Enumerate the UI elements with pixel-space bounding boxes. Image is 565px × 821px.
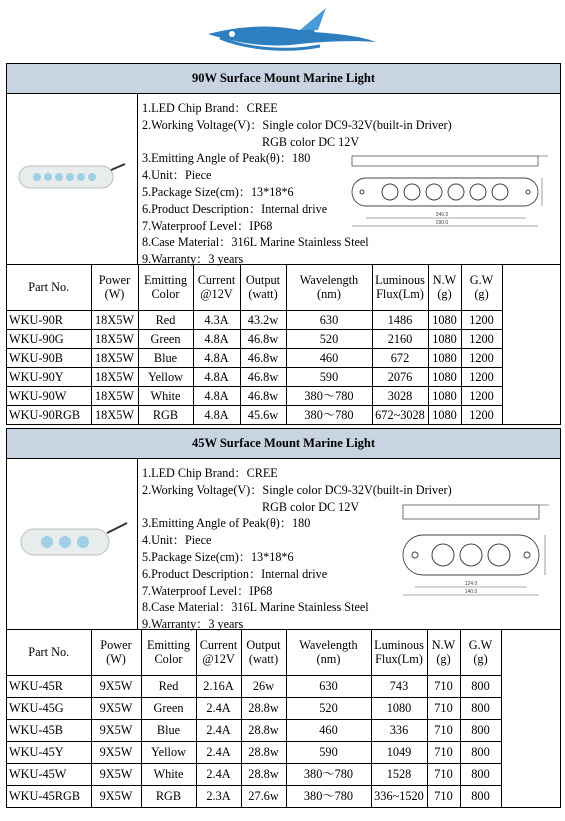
table-row — [7, 367, 560, 386]
cell-wavelength: 460 — [286, 719, 371, 741]
cell-nw: 710 — [427, 741, 460, 763]
cell-flux: 672 — [372, 348, 428, 367]
empty-cell — [501, 785, 560, 807]
cell-nw: 1080 — [428, 310, 461, 329]
spec-item: 3.Emitting Angle of Peak(θ)：180 — [142, 516, 311, 531]
cell-part-no: WKU-90Y — [7, 367, 91, 386]
cell-flux: 1049 — [371, 741, 427, 763]
table-row — [7, 675, 560, 697]
cell-nw: 710 — [427, 675, 460, 697]
cell-part-no: WKU-90R — [7, 310, 91, 329]
spec-item: 4.Unit：Piece — [142, 533, 212, 548]
cell-part-no: WKU-45Y — [7, 741, 91, 763]
cell-part-no: WKU-45RGB — [7, 785, 91, 807]
cell-flux: 672~3028 — [372, 405, 428, 424]
cell-nw: 710 — [427, 697, 460, 719]
technical-drawing-icon — [397, 501, 557, 629]
cell-nw: 710 — [427, 763, 460, 785]
spec-item: 8.Case Material：316L Marine Stainless Steel — [142, 235, 369, 250]
header-color: Emitting Color — [141, 630, 196, 675]
dimension-label: 124.0 — [464, 581, 478, 587]
cell-output: 46.8w — [240, 367, 286, 386]
cell-color: Green — [141, 697, 196, 719]
spec-item: 7.Waterproof Level：IP68 — [142, 583, 273, 598]
empty-cell — [502, 265, 560, 310]
cell-gw: 800 — [460, 697, 501, 719]
cell-current: 2.4A — [196, 719, 241, 741]
header-gw: G.W (g) — [461, 265, 502, 310]
cell-current: 4.8A — [193, 386, 240, 405]
cell-flux: 2160 — [372, 329, 428, 348]
dimension-label: 140.0 — [464, 589, 478, 595]
spec-item: 9.Warranty：3 years — [142, 252, 244, 267]
spec-item: 2.Working Voltage(V)：Single color DC9-32V(built-in Driver) — [142, 117, 452, 132]
header-wavelength: Wavelength (nm) — [286, 630, 371, 675]
table-row — [7, 310, 560, 329]
table-row — [7, 329, 560, 348]
spec-item: 3.Emitting Angle of Peak(θ)：180 — [142, 151, 311, 166]
empty-cell — [501, 741, 560, 763]
cell-current: 2.4A — [196, 697, 241, 719]
cell-wavelength: 590 — [286, 367, 372, 386]
cell-gw: 1200 — [461, 310, 502, 329]
header-flux: Luminous Flux(Lm) — [371, 630, 427, 675]
table-row — [7, 405, 560, 424]
cell-power: 9X5W — [91, 763, 141, 785]
cell-wavelength: 460 — [286, 348, 372, 367]
cell-flux: 2076 — [372, 367, 428, 386]
cell-color: RGB — [141, 785, 196, 807]
cell-gw: 800 — [460, 763, 501, 785]
empty-cell — [501, 675, 560, 697]
cell-nw: 1080 — [428, 386, 461, 405]
table-row — [7, 386, 560, 405]
header-flux: Luminous Flux(Lm) — [372, 265, 428, 310]
cell-output: 26w — [241, 675, 286, 697]
header-part-no: Part No. — [7, 265, 91, 310]
spec-item: 1.LED Chip Brand：CREE — [142, 101, 278, 115]
cell-wavelength: 590 — [286, 741, 371, 763]
empty-cell — [502, 329, 560, 348]
cell-gw: 1200 — [461, 329, 502, 348]
cell-power: 18X5W — [91, 367, 138, 386]
cell-power: 9X5W — [91, 785, 141, 807]
cell-color: Blue — [141, 719, 196, 741]
cell-part-no: WKU-90W — [7, 386, 91, 405]
spec-item: 1.LED Chip Brand：CREE — [142, 466, 278, 480]
cell-nw: 710 — [427, 785, 460, 807]
cell-part-no: WKU-90RGB — [7, 405, 91, 424]
table-row — [7, 785, 560, 807]
cell-output: 46.8w — [240, 348, 286, 367]
cell-nw: 1080 — [428, 348, 461, 367]
empty-cell — [502, 310, 560, 329]
cell-wavelength: 520 — [286, 697, 371, 719]
cell-gw: 1200 — [461, 367, 502, 386]
spec-item: 5.Package Size(cm)：13*18*6 — [142, 184, 294, 199]
header-part-no: Part No. — [7, 630, 91, 675]
empty-cell — [501, 630, 560, 675]
section-90w — [6, 63, 561, 425]
cell-wavelength: 380～780 — [286, 405, 372, 424]
cell-power: 9X5W — [91, 675, 141, 697]
cell-output: 27.6w — [241, 785, 286, 807]
empty-cell — [502, 367, 560, 386]
cell-nw: 710 — [427, 719, 460, 741]
section-45w — [6, 428, 561, 808]
cell-output: 45.6w — [240, 405, 286, 424]
cell-wavelength: 630 — [286, 675, 371, 697]
header-output: Output (watt) — [240, 265, 286, 310]
cell-wavelength: 380～780 — [286, 763, 371, 785]
cell-current: 4.8A — [193, 367, 240, 386]
cell-flux: 1486 — [372, 310, 428, 329]
spec-table — [7, 265, 560, 424]
header-power: Power (W) — [91, 630, 141, 675]
product-info — [7, 459, 560, 630]
cell-nw: 1080 — [428, 367, 461, 386]
header-color: Emitting Color — [138, 265, 193, 310]
cell-flux: 3028 — [372, 386, 428, 405]
product-photo-cell — [7, 459, 138, 629]
cell-color: RGB — [138, 405, 193, 424]
cell-current: 2.16A — [196, 675, 241, 697]
cell-color: Red — [138, 310, 193, 329]
cell-current: 4.8A — [193, 405, 240, 424]
spec-item: 2.Working Voltage(V)：Single color DC9-32V(built-in Driver) — [142, 482, 452, 497]
empty-cell — [502, 405, 560, 424]
cell-color: White — [141, 763, 196, 785]
section-title: 90W Surface Mount Marine Light — [7, 64, 560, 94]
cell-part-no: WKU-90G — [7, 329, 91, 348]
spec-item: 8.Case Material：316L Marine Stainless Steel — [142, 600, 369, 615]
cell-gw: 1200 — [461, 405, 502, 424]
fish-logo-icon — [200, 4, 380, 56]
cell-nw: 1080 — [428, 329, 461, 348]
cell-part-no: WKU-45W — [7, 763, 91, 785]
cell-output: 46.8w — [240, 329, 286, 348]
cell-gw: 1200 — [461, 386, 502, 405]
dimension-label: 290.0 — [435, 220, 449, 226]
spec-item: 4.Unit：Piece — [142, 168, 212, 183]
cell-gw: 800 — [460, 719, 501, 741]
cell-power: 18X5W — [91, 386, 138, 405]
cell-flux: 1528 — [371, 763, 427, 785]
cell-current: 4.3A — [193, 310, 240, 329]
cell-nw: 1080 — [428, 405, 461, 424]
spec-item: RGB color DC 12V — [262, 134, 360, 149]
header-nw: N.W (g) — [427, 630, 460, 675]
empty-cell — [502, 386, 560, 405]
cell-color: Green — [138, 329, 193, 348]
table-row — [7, 763, 560, 785]
cell-output: 28.8w — [241, 697, 286, 719]
cell-color: Yellow — [141, 741, 196, 763]
table-row — [7, 741, 560, 763]
technical-drawing-icon — [342, 152, 552, 252]
light-fixture-icon — [15, 515, 131, 565]
cell-part-no: WKU-45R — [7, 675, 91, 697]
cell-output: 28.8w — [241, 763, 286, 785]
spec-item: 9.Warranty：3 years — [142, 617, 244, 632]
cell-current: 2.4A — [196, 763, 241, 785]
empty-cell — [501, 697, 560, 719]
spec-item: 7.Waterproof Level：IP68 — [142, 218, 273, 233]
cell-power: 18X5W — [91, 329, 138, 348]
header-gw: G.W (g) — [460, 630, 501, 675]
light-fixture-icon — [15, 156, 127, 196]
cell-wavelength: 520 — [286, 329, 372, 348]
cell-part-no: WKU-45G — [7, 697, 91, 719]
spec-item: 6.Product Description：Internal drive — [142, 566, 328, 581]
header-wavelength: Wavelength (nm) — [286, 265, 372, 310]
header-output: Output (watt) — [241, 630, 286, 675]
cell-flux: 1080 — [371, 697, 427, 719]
header-nw: N.W (g) — [428, 265, 461, 310]
cell-color: White — [138, 386, 193, 405]
header-current: Current @12V — [193, 265, 240, 310]
spec-table — [7, 630, 560, 807]
cell-current: 4.8A — [193, 348, 240, 367]
empty-cell — [501, 719, 560, 741]
cell-part-no: WKU-45B — [7, 719, 91, 741]
cell-output: 28.8w — [241, 719, 286, 741]
spec-item: RGB color DC 12V — [262, 499, 360, 514]
cell-output: 46.8w — [240, 386, 286, 405]
spec-item: 5.Package Size(cm)：13*18*6 — [142, 549, 294, 564]
product-info — [7, 94, 560, 265]
section-title: 45W Surface Mount Marine Light — [7, 429, 560, 459]
cell-current: 2.4A — [196, 741, 241, 763]
cell-power: 18X5W — [91, 348, 138, 367]
cell-output: 43.2w — [240, 310, 286, 329]
cell-output: 28.8w — [241, 741, 286, 763]
cell-gw: 800 — [460, 675, 501, 697]
header-current: Current @12V — [196, 630, 241, 675]
empty-cell — [501, 763, 560, 785]
cell-flux: 743 — [371, 675, 427, 697]
cell-wavelength: 380～780 — [286, 785, 371, 807]
table-row — [7, 348, 560, 367]
spec-item: 6.Product Description：Internal drive — [142, 201, 328, 216]
cell-color: Yellow — [138, 367, 193, 386]
cell-gw: 1200 — [461, 348, 502, 367]
cell-gw: 800 — [460, 785, 501, 807]
cell-part-no: WKU-90B — [7, 348, 91, 367]
cell-gw: 800 — [460, 741, 501, 763]
header-power: Power (W) — [91, 265, 138, 310]
cell-wavelength: 380～780 — [286, 386, 372, 405]
cell-color: Red — [141, 675, 196, 697]
cell-power: 9X5W — [91, 741, 141, 763]
cell-wavelength: 630 — [286, 310, 372, 329]
table-row — [7, 719, 560, 741]
cell-power: 9X5W — [91, 697, 141, 719]
cell-flux: 336~1520 — [371, 785, 427, 807]
product-photo-cell — [7, 94, 138, 264]
table-row — [7, 697, 560, 719]
cell-power: 9X5W — [91, 719, 141, 741]
cell-current: 2.3A — [196, 785, 241, 807]
dimension-label: 246.0 — [435, 212, 449, 218]
cell-flux: 336 — [371, 719, 427, 741]
cell-current: 4.8A — [193, 329, 240, 348]
cell-power: 18X5W — [91, 405, 138, 424]
cell-power: 18X5W — [91, 310, 138, 329]
empty-cell — [502, 348, 560, 367]
cell-color: Blue — [138, 348, 193, 367]
